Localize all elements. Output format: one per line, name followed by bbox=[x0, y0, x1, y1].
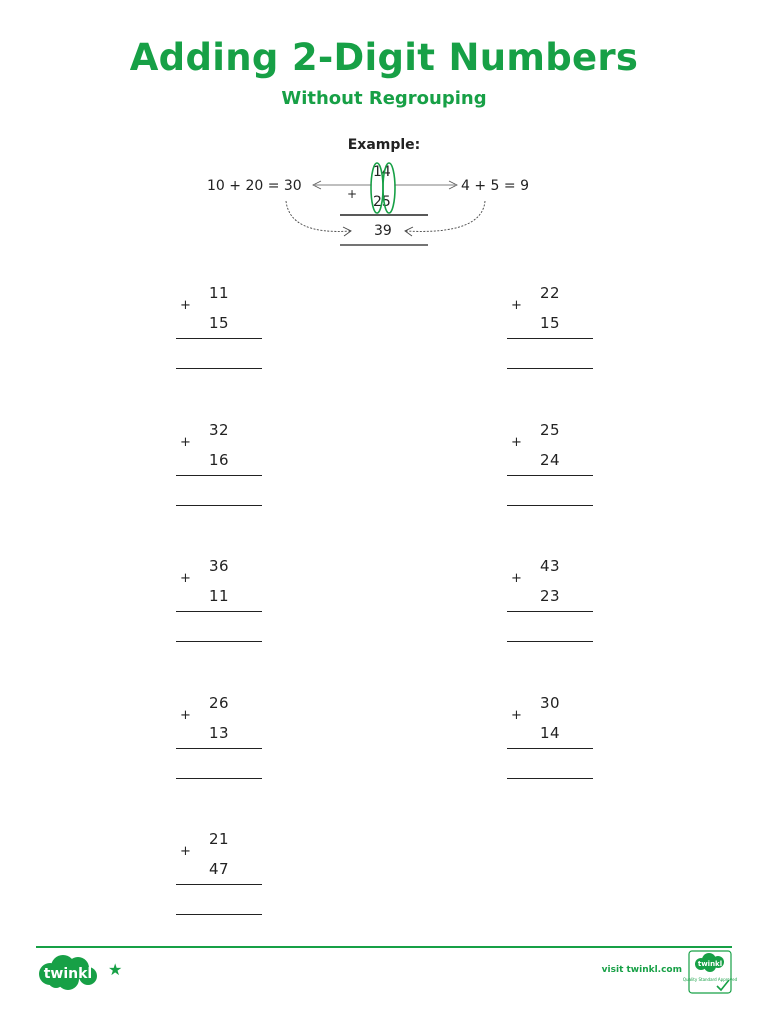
plus-sign: + bbox=[511, 571, 522, 586]
addition-problem-2 bbox=[507, 284, 597, 376]
sum-line bbox=[176, 884, 262, 885]
right-arrow-icon bbox=[395, 181, 457, 189]
addition-problem-9 bbox=[176, 830, 266, 922]
example-label: Example: bbox=[347, 137, 421, 153]
second-addend: 15 bbox=[540, 314, 561, 332]
answer-line[interactable] bbox=[507, 641, 593, 642]
answer-line[interactable] bbox=[507, 505, 593, 506]
first-addend: 25 bbox=[540, 421, 561, 439]
twinkl-logo bbox=[36, 952, 100, 992]
example-answer: 39 bbox=[374, 223, 392, 239]
star-icon: ★ bbox=[108, 960, 123, 979]
plus-sign: + bbox=[180, 435, 191, 450]
addition-problem-6 bbox=[507, 557, 597, 649]
addition-problem-5 bbox=[176, 557, 266, 649]
left-arrow-icon bbox=[313, 181, 371, 189]
ones-equation: 4 + 5 = 9 bbox=[461, 178, 529, 194]
first-addend: 43 bbox=[540, 557, 561, 575]
sum-line bbox=[176, 611, 262, 612]
sum-line bbox=[507, 748, 593, 749]
answer-line[interactable] bbox=[176, 914, 262, 915]
first-addend: 36 bbox=[209, 557, 230, 575]
first-addend: 21 bbox=[209, 830, 230, 848]
plus-sign: + bbox=[180, 298, 191, 313]
plus-sign: + bbox=[180, 571, 191, 586]
second-addend: 15 bbox=[209, 314, 230, 332]
plus-sign: + bbox=[180, 844, 191, 859]
example-bottom-number: 25 bbox=[373, 194, 391, 210]
example-plus-sign: + bbox=[347, 187, 358, 201]
second-addend: 23 bbox=[540, 587, 561, 605]
sum-line bbox=[176, 338, 262, 339]
sum-line bbox=[507, 611, 593, 612]
visit-website-link[interactable]: visit twinkl.com bbox=[601, 965, 682, 975]
badge-text: Quality Standard Approved bbox=[682, 977, 738, 982]
answer-line[interactable] bbox=[176, 368, 262, 369]
footer-divider bbox=[36, 946, 732, 948]
answer-line[interactable] bbox=[507, 778, 593, 779]
answer-line[interactable] bbox=[176, 505, 262, 506]
first-addend: 30 bbox=[540, 694, 561, 712]
first-addend: 26 bbox=[209, 694, 230, 712]
second-addend: 47 bbox=[209, 860, 230, 878]
addition-problem-1 bbox=[176, 284, 266, 376]
sum-line bbox=[507, 475, 593, 476]
answer-line[interactable] bbox=[507, 368, 593, 369]
answer-line[interactable] bbox=[176, 778, 262, 779]
page-title: Adding 2-Digit Numbers bbox=[129, 36, 639, 79]
addition-problem-8 bbox=[507, 694, 597, 786]
addition-problem-3 bbox=[176, 421, 266, 513]
plus-sign: + bbox=[511, 298, 522, 313]
svg-text:twinkl: twinkl bbox=[697, 960, 723, 968]
plus-sign: + bbox=[180, 708, 191, 723]
first-addend: 32 bbox=[209, 421, 230, 439]
plus-sign: + bbox=[511, 708, 522, 723]
quality-standard-badge bbox=[682, 950, 738, 994]
second-addend: 11 bbox=[209, 587, 230, 605]
addition-problem-7 bbox=[176, 694, 266, 786]
example-top-number: 14 bbox=[373, 164, 391, 180]
addition-problem-4 bbox=[507, 421, 597, 513]
second-addend: 14 bbox=[540, 724, 561, 742]
first-addend: 11 bbox=[209, 284, 230, 302]
sum-line bbox=[176, 748, 262, 749]
first-addend: 22 bbox=[540, 284, 561, 302]
example-diagram bbox=[0, 155, 768, 255]
sum-line bbox=[176, 475, 262, 476]
second-addend: 13 bbox=[209, 724, 230, 742]
answer-line[interactable] bbox=[176, 641, 262, 642]
curved-arrow-left-icon bbox=[286, 201, 351, 236]
plus-sign: + bbox=[511, 435, 522, 450]
tens-equation: 10 + 20 = 30 bbox=[207, 178, 302, 194]
sum-line bbox=[507, 338, 593, 339]
second-addend: 24 bbox=[540, 451, 561, 469]
curved-arrow-right-icon bbox=[405, 201, 485, 236]
svg-text:twinkl: twinkl bbox=[43, 966, 93, 982]
page-subtitle: Without Regrouping bbox=[281, 88, 487, 109]
second-addend: 16 bbox=[209, 451, 230, 469]
